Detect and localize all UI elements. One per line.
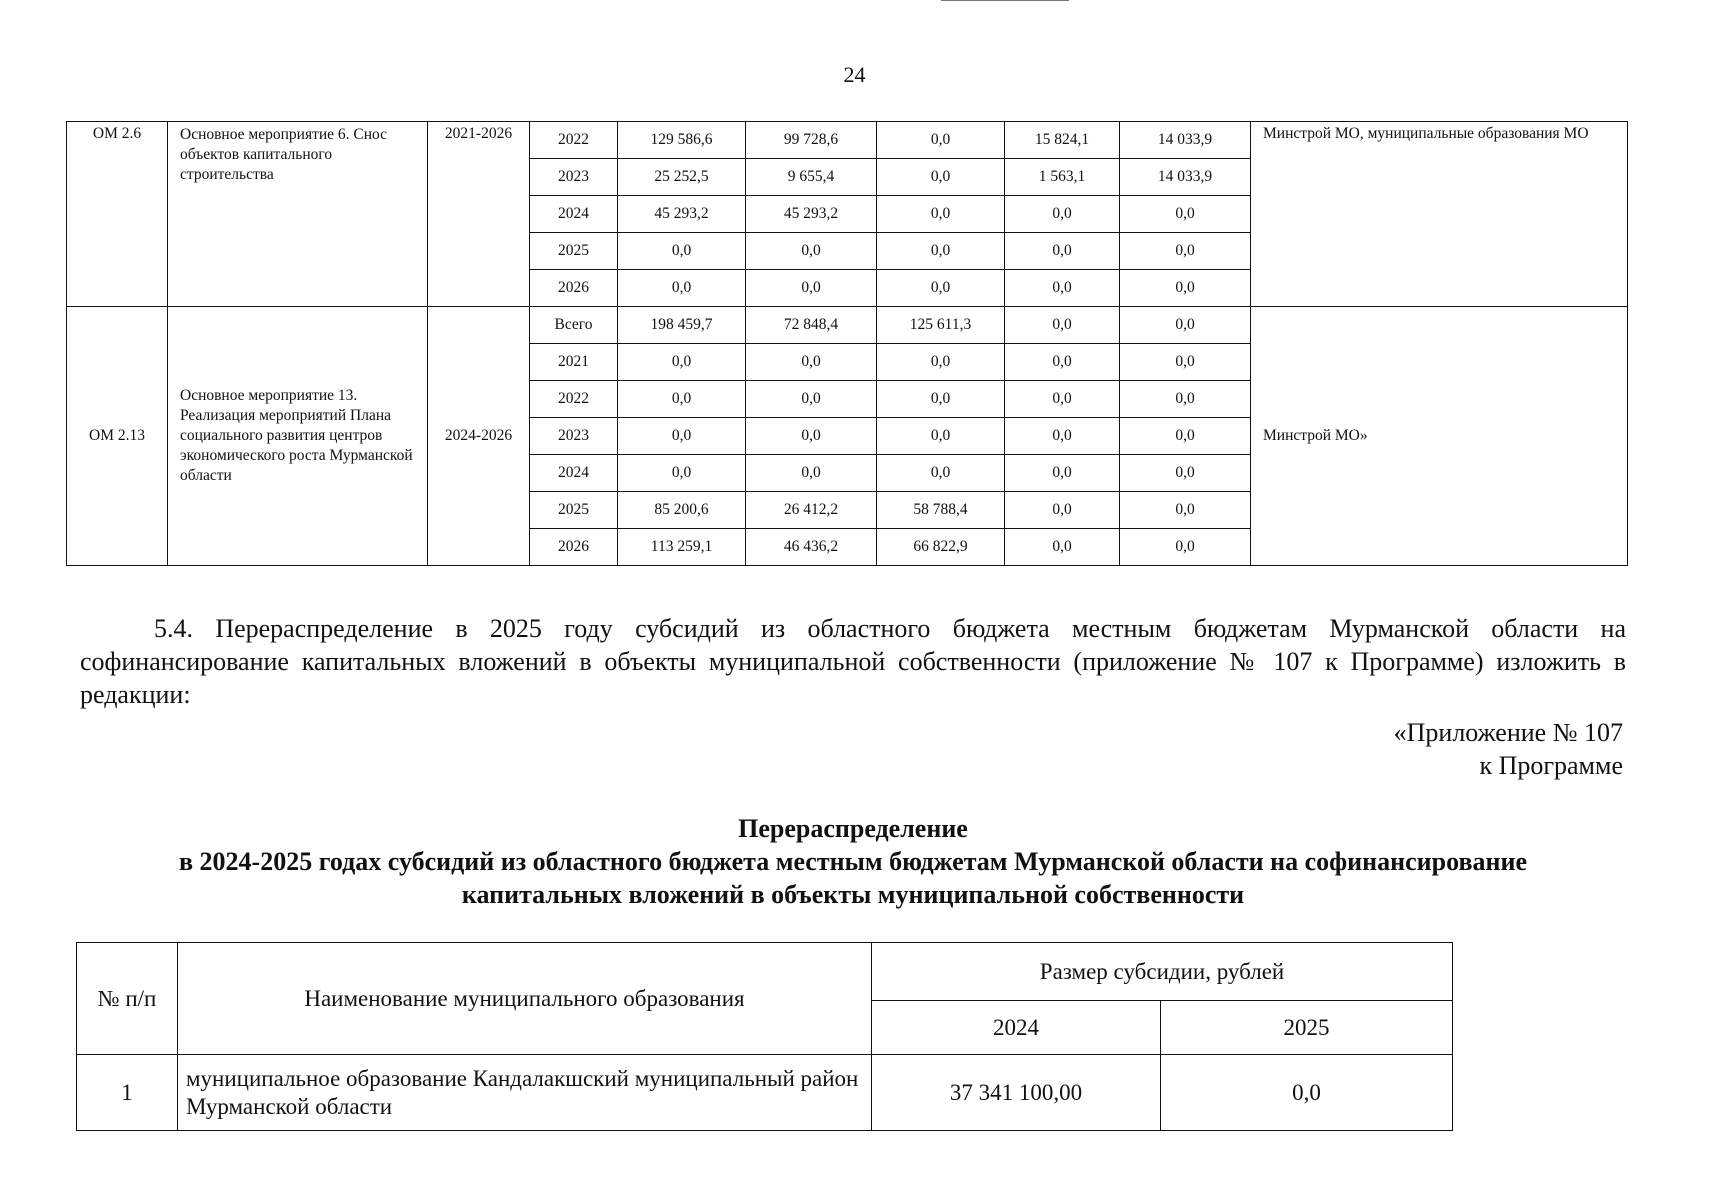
value-cell: 46 436,2 [746,529,877,566]
page-number: 24 [843,62,866,87]
value-cell: 14 033,9 [1120,122,1251,159]
table-header-row [77,943,1453,1001]
value-cell: 85 200,6 [618,492,746,529]
value-cell: 25 252,5 [618,159,746,196]
year-cell: 2025 [530,233,618,270]
amount-2025: 0,0 [1161,1055,1453,1131]
value-cell: 0,0 [1005,307,1120,344]
value-cell: 0,0 [618,270,746,307]
value-cell: 0,0 [877,159,1005,196]
paragraph-text: 5.4. Перераспределение в 2025 году субсидий из областного бюджета местным бюджетам Мурманской области на софинансирование капитальных вложений в объекты муниципальной собственности (приложение № 107 к Программе) изложить в редакции: [80,614,1626,709]
value-cell: 0,0 [746,381,877,418]
header-name: Наименование муниципального образования [178,943,872,1055]
appendix-reference [1394,716,1623,782]
heading-line-3: капитальных вложений в объекты муниципальной собственности [461,880,1245,909]
value-cell: 0,0 [618,381,746,418]
program-measures-table [66,121,1628,566]
header-year-2025: 2025 [1161,1001,1453,1055]
value-cell: 0,0 [877,196,1005,233]
value-cell: 0,0 [1120,529,1251,566]
value-cell: 129 586,6 [618,122,746,159]
value-cell: 58 788,4 [877,492,1005,529]
year-cell: 2026 [530,270,618,307]
value-cell: 0,0 [746,418,877,455]
amendment-paragraph [80,612,1626,711]
value-cell: 0,0 [618,344,746,381]
value-cell: 125 611,3 [877,307,1005,344]
value-cell: 0,0 [1120,418,1251,455]
value-cell: 0,0 [877,122,1005,159]
value-cell: 0,0 [1005,381,1120,418]
value-cell: 113 259,1 [618,529,746,566]
appendix-line-2: к Программе [1479,751,1623,780]
header-num: № п/п [77,943,178,1055]
table-row [67,307,1628,344]
measure-code: ОМ 2.6 [67,122,168,307]
value-cell: 0,0 [746,344,877,381]
value-cell: 0,0 [1120,492,1251,529]
year-cell: 2023 [530,159,618,196]
row-num: 1 [77,1055,178,1131]
value-cell: 0,0 [1005,455,1120,492]
measure-name: Основное мероприятие 13. Реализация мероприятий Плана социального развития центров экономического роста Мурманской области [168,307,428,566]
value-cell: 0,0 [1005,196,1120,233]
year-cell: 2021 [530,344,618,381]
year-cell: Всего [530,307,618,344]
value-cell: 26 412,2 [746,492,877,529]
value-cell: 0,0 [1120,455,1251,492]
year-cell: 2024 [530,455,618,492]
heading-line-2: в 2024-2025 годах субсидий из областного бюджета местным бюджетам Мурманской области на софинансирование [179,847,1527,876]
value-cell: 0,0 [877,344,1005,381]
amount-2024: 37 341 100,00 [872,1055,1161,1131]
measure-period: 2021-2026 [428,122,530,307]
municipality-name: муниципальное образование Кандалакшский муниципальный район Мурманской области [178,1055,872,1131]
measure-name: Основное мероприятие 6. Снос объектов капитального строительства [168,122,428,307]
value-cell: 0,0 [618,455,746,492]
value-cell: 0,0 [618,418,746,455]
value-cell: 9 655,4 [746,159,877,196]
value-cell: 72 848,4 [746,307,877,344]
year-cell: 2026 [530,529,618,566]
measure-code: ОМ 2.13 [67,307,168,566]
subsidy-table [76,942,1453,1131]
value-cell: 14 033,9 [1120,159,1251,196]
value-cell: 0,0 [1005,344,1120,381]
value-cell: 0,0 [1120,270,1251,307]
year-cell: 2022 [530,381,618,418]
appendix-line-1: «Приложение № 107 [1393,718,1623,747]
measure-period: 2024-2026 [428,307,530,566]
year-cell: 2022 [530,122,618,159]
heading-line-1: Перераспределение [738,814,968,843]
value-cell: 0,0 [746,233,877,270]
value-cell: 0,0 [1120,381,1251,418]
value-cell: 0,0 [877,381,1005,418]
value-cell: 0,0 [746,270,877,307]
value-cell: 0,0 [746,455,877,492]
executor: Минстрой МО» [1251,307,1628,566]
header-year-2024: 2024 [872,1001,1161,1055]
value-cell: 0,0 [877,455,1005,492]
executor: Минстрой МО, муниципальные образования МО [1251,122,1628,307]
value-cell: 0,0 [1005,492,1120,529]
table-row [67,122,1628,159]
year-cell: 2025 [530,492,618,529]
value-cell: 0,0 [1120,307,1251,344]
year-cell: 2024 [530,196,618,233]
value-cell: 45 293,2 [746,196,877,233]
year-cell: 2023 [530,418,618,455]
value-cell: 0,0 [1120,196,1251,233]
value-cell: 0,0 [1005,270,1120,307]
value-cell: 99 728,6 [746,122,877,159]
value-cell: 1 563,1 [1005,159,1120,196]
top-rule [941,0,1069,1]
document-heading [80,812,1626,911]
value-cell: 0,0 [877,233,1005,270]
value-cell: 0,0 [1120,233,1251,270]
value-cell: 0,0 [1120,344,1251,381]
table-row [77,1055,1453,1131]
value-cell: 45 293,2 [618,196,746,233]
value-cell: 66 822,9 [877,529,1005,566]
value-cell: 15 824,1 [1005,122,1120,159]
value-cell: 198 459,7 [618,307,746,344]
value-cell: 0,0 [877,418,1005,455]
value-cell: 0,0 [1005,529,1120,566]
value-cell: 0,0 [618,233,746,270]
value-cell: 0,0 [1005,418,1120,455]
value-cell: 0,0 [877,270,1005,307]
value-cell: 0,0 [1005,233,1120,270]
header-amount: Размер субсидии, рублей [872,943,1453,1001]
